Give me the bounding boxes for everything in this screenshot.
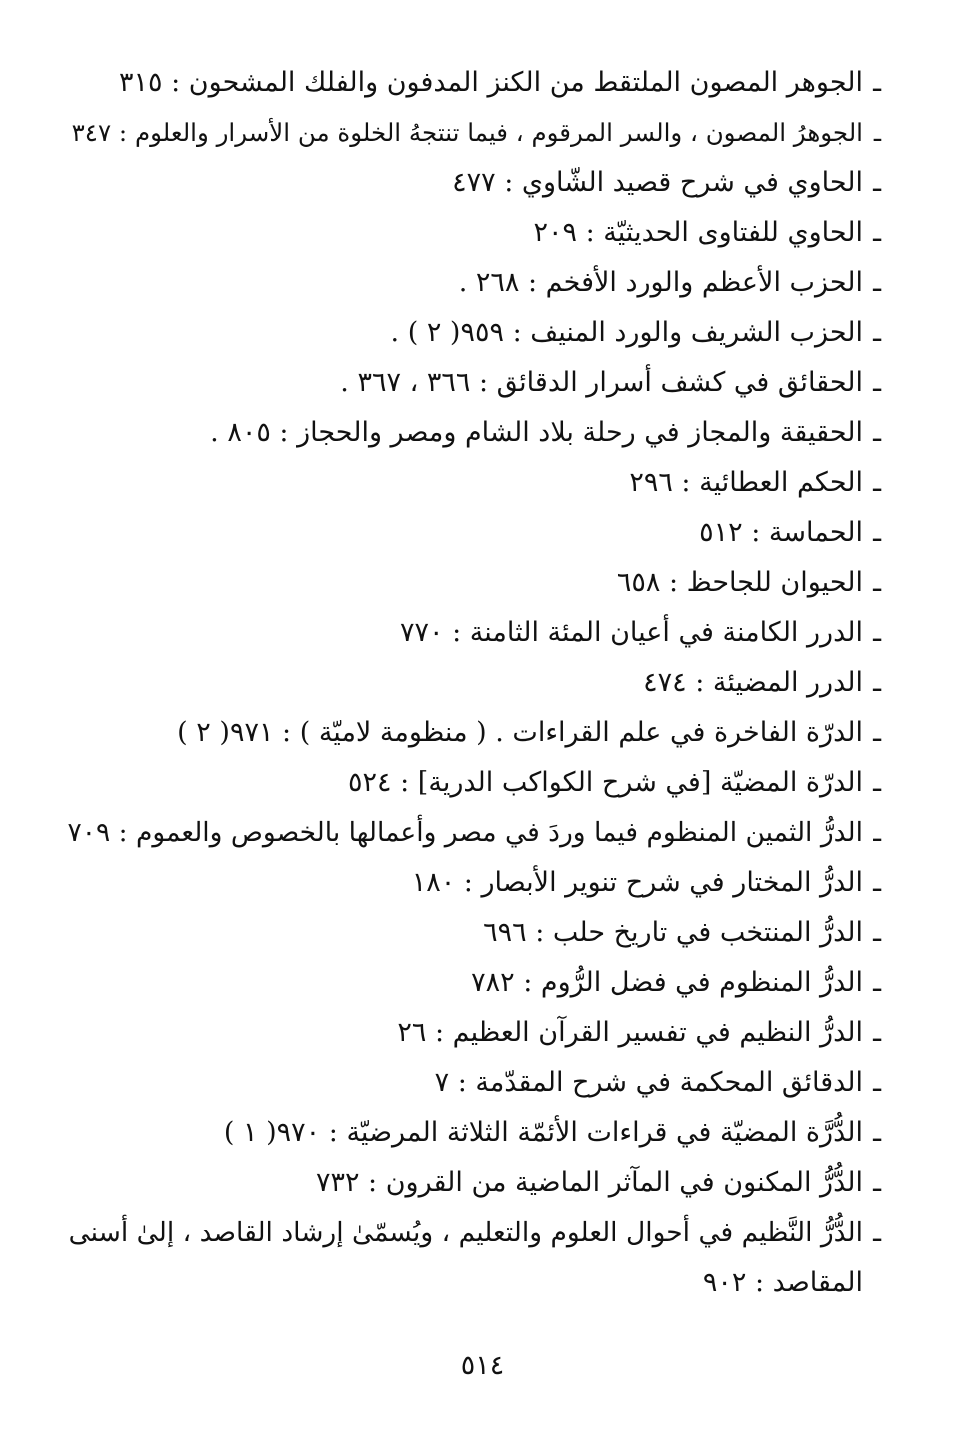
- index-entry: [60, 1158, 881, 1208]
- entry-dash: ـ: [873, 567, 881, 598]
- index-entry: [60, 358, 881, 408]
- entry-dash: ـ: [873, 267, 881, 298]
- entry-dash: ـ: [873, 967, 881, 998]
- entry-text: الحاوي للفتاوى الحديثيّة : ٢٠٩: [533, 217, 863, 248]
- index-entry: [60, 1108, 881, 1158]
- entry-text: الدُّرَّة المضيّة في قراءات الأئمّة الثلاثة المرضيّة : ٩٧٠( ١ ): [223, 1117, 863, 1148]
- index-entry: [60, 658, 881, 708]
- entry-text: الدرُّ المنتخب في تاريخ حلب : ٦٩٦: [483, 917, 863, 948]
- entry-dash: ـ: [873, 417, 881, 448]
- entry-text: الدقائق المحكمة في شرح المقدّمة : ٧: [434, 1067, 863, 1098]
- entry-text: الحكم العطائية : ٢٩٦: [629, 467, 863, 498]
- index-entry: [60, 1008, 881, 1058]
- index-list: [60, 58, 881, 1308]
- entry-dash: ـ: [873, 817, 881, 848]
- page-number: ٥١٤: [460, 1350, 505, 1381]
- index-entry: [60, 608, 881, 658]
- entry-dash: ـ: [873, 1217, 881, 1248]
- entry-dash: ـ: [873, 1167, 881, 1198]
- entry-text: الحقائق في كشف أسرار الدقائق : ٣٦٦ ، ٣٦٧ .: [340, 367, 863, 398]
- entry-dash: ـ: [873, 67, 881, 98]
- entry-text: الدرّة الفاخرة في علم القراءات . ( منظومة لاميّة ) : ٩٧١( ٢ ): [177, 717, 863, 748]
- entry-text: الدرر المضيئة : ٤٧٤: [643, 667, 863, 698]
- entry-dash: ـ: [873, 517, 881, 548]
- index-entry: [60, 458, 881, 508]
- index-entry-multiline: [60, 1208, 881, 1308]
- entry-dash: ـ: [873, 667, 881, 698]
- entry-text: الحيوان للجاحظ : ٦٥٨: [616, 567, 863, 598]
- entry-dash: ـ: [873, 367, 881, 398]
- index-entry: [60, 308, 881, 358]
- index-entry: [60, 408, 881, 458]
- entry-dash: ـ: [873, 167, 881, 198]
- entry-text: الدُّرُّ المكنون في المآثر الماضية من القرون : ٧٣٢: [315, 1167, 863, 1198]
- entry-text: الجوهرُ المصون ، والسر المرقوم ، فيما تنتجهُ الخلوة من الأسرار والعلوم : ٣٤٧: [71, 118, 863, 147]
- index-entry: [60, 208, 881, 258]
- index-entry: [60, 158, 881, 208]
- index-entry: [60, 508, 881, 558]
- entry-dash: ـ: [873, 1017, 881, 1048]
- entry-text: الدرُّ الثمين المنظوم فيما وردَ في مصر وأعمالها بالخصوص والعموم : ٧٠٩: [67, 817, 863, 848]
- entry-dash: ـ: [873, 617, 881, 648]
- entry-text: الدرُّ المنظوم في فضل الرُّوم : ٧٨٢: [471, 967, 863, 998]
- index-entry: [60, 108, 881, 158]
- entry-dash: ـ: [873, 767, 881, 798]
- index-entry: [60, 58, 881, 108]
- entry-dash: ـ: [873, 467, 881, 498]
- index-entry: [60, 858, 881, 908]
- entry-dash: ـ: [873, 317, 881, 348]
- entry-text: الحاوي في شرح قصيد الشّاوي : ٤٧٧: [452, 167, 863, 198]
- index-entry: [60, 958, 881, 1008]
- index-entry: [60, 558, 881, 608]
- index-entry: [60, 758, 881, 808]
- entry-dash: ـ: [873, 118, 881, 147]
- entry-text: الحزب الشريف والورد المنيف : ٩٥٩( ٢ ) .: [390, 317, 863, 348]
- entry-text: الدرر الكامنة في أعيان المئة الثامنة : ٧٧٠: [400, 617, 863, 648]
- index-entry: [60, 1058, 881, 1108]
- entry-text: الحقيقة والمجاز في رحلة بلاد الشام ومصر والحجاز : ٨٠٥ .: [210, 417, 863, 448]
- entry-text: الدرّة المضيّة [في شرح الكواكب الدرية] : ٥٢٤: [348, 767, 863, 798]
- index-entry: [60, 708, 881, 758]
- entry-text: الحزب الأعظم والورد الأفخم : ٢٦٨ .: [458, 267, 863, 298]
- entry-text: الحماسة : ٥١٢: [699, 517, 863, 548]
- entry-text: الدرُّ المختار في شرح تنوير الأبصار : ١٨٠: [411, 867, 863, 898]
- entry-text-line-1: الدُّرُّ النَّظيم في أحوال العلوم والتعليم ، ويُسمّىٰ إرشاد القاصد ، إلىٰ أسنى: [68, 1217, 863, 1248]
- entry-dash: ـ: [873, 217, 881, 248]
- entry-dash: ـ: [873, 867, 881, 898]
- index-entry: [60, 258, 881, 308]
- index-entry: [60, 808, 881, 858]
- entry-text-line-2: المقاصد : ٩٠٢: [702, 1267, 863, 1298]
- entry-dash: ـ: [873, 717, 881, 748]
- entry-text: الجوهر المصون الملتقط من الكنز المدفون والفلك المشحون : ٣١٥: [119, 67, 863, 98]
- index-entry: [60, 908, 881, 958]
- entry-text: الدرُّ النظيم في تفسير القرآن العظيم : ٢٦: [397, 1017, 863, 1048]
- entry-dash: ـ: [873, 1067, 881, 1098]
- entry-dash: ـ: [873, 917, 881, 948]
- entry-dash: ـ: [873, 1117, 881, 1148]
